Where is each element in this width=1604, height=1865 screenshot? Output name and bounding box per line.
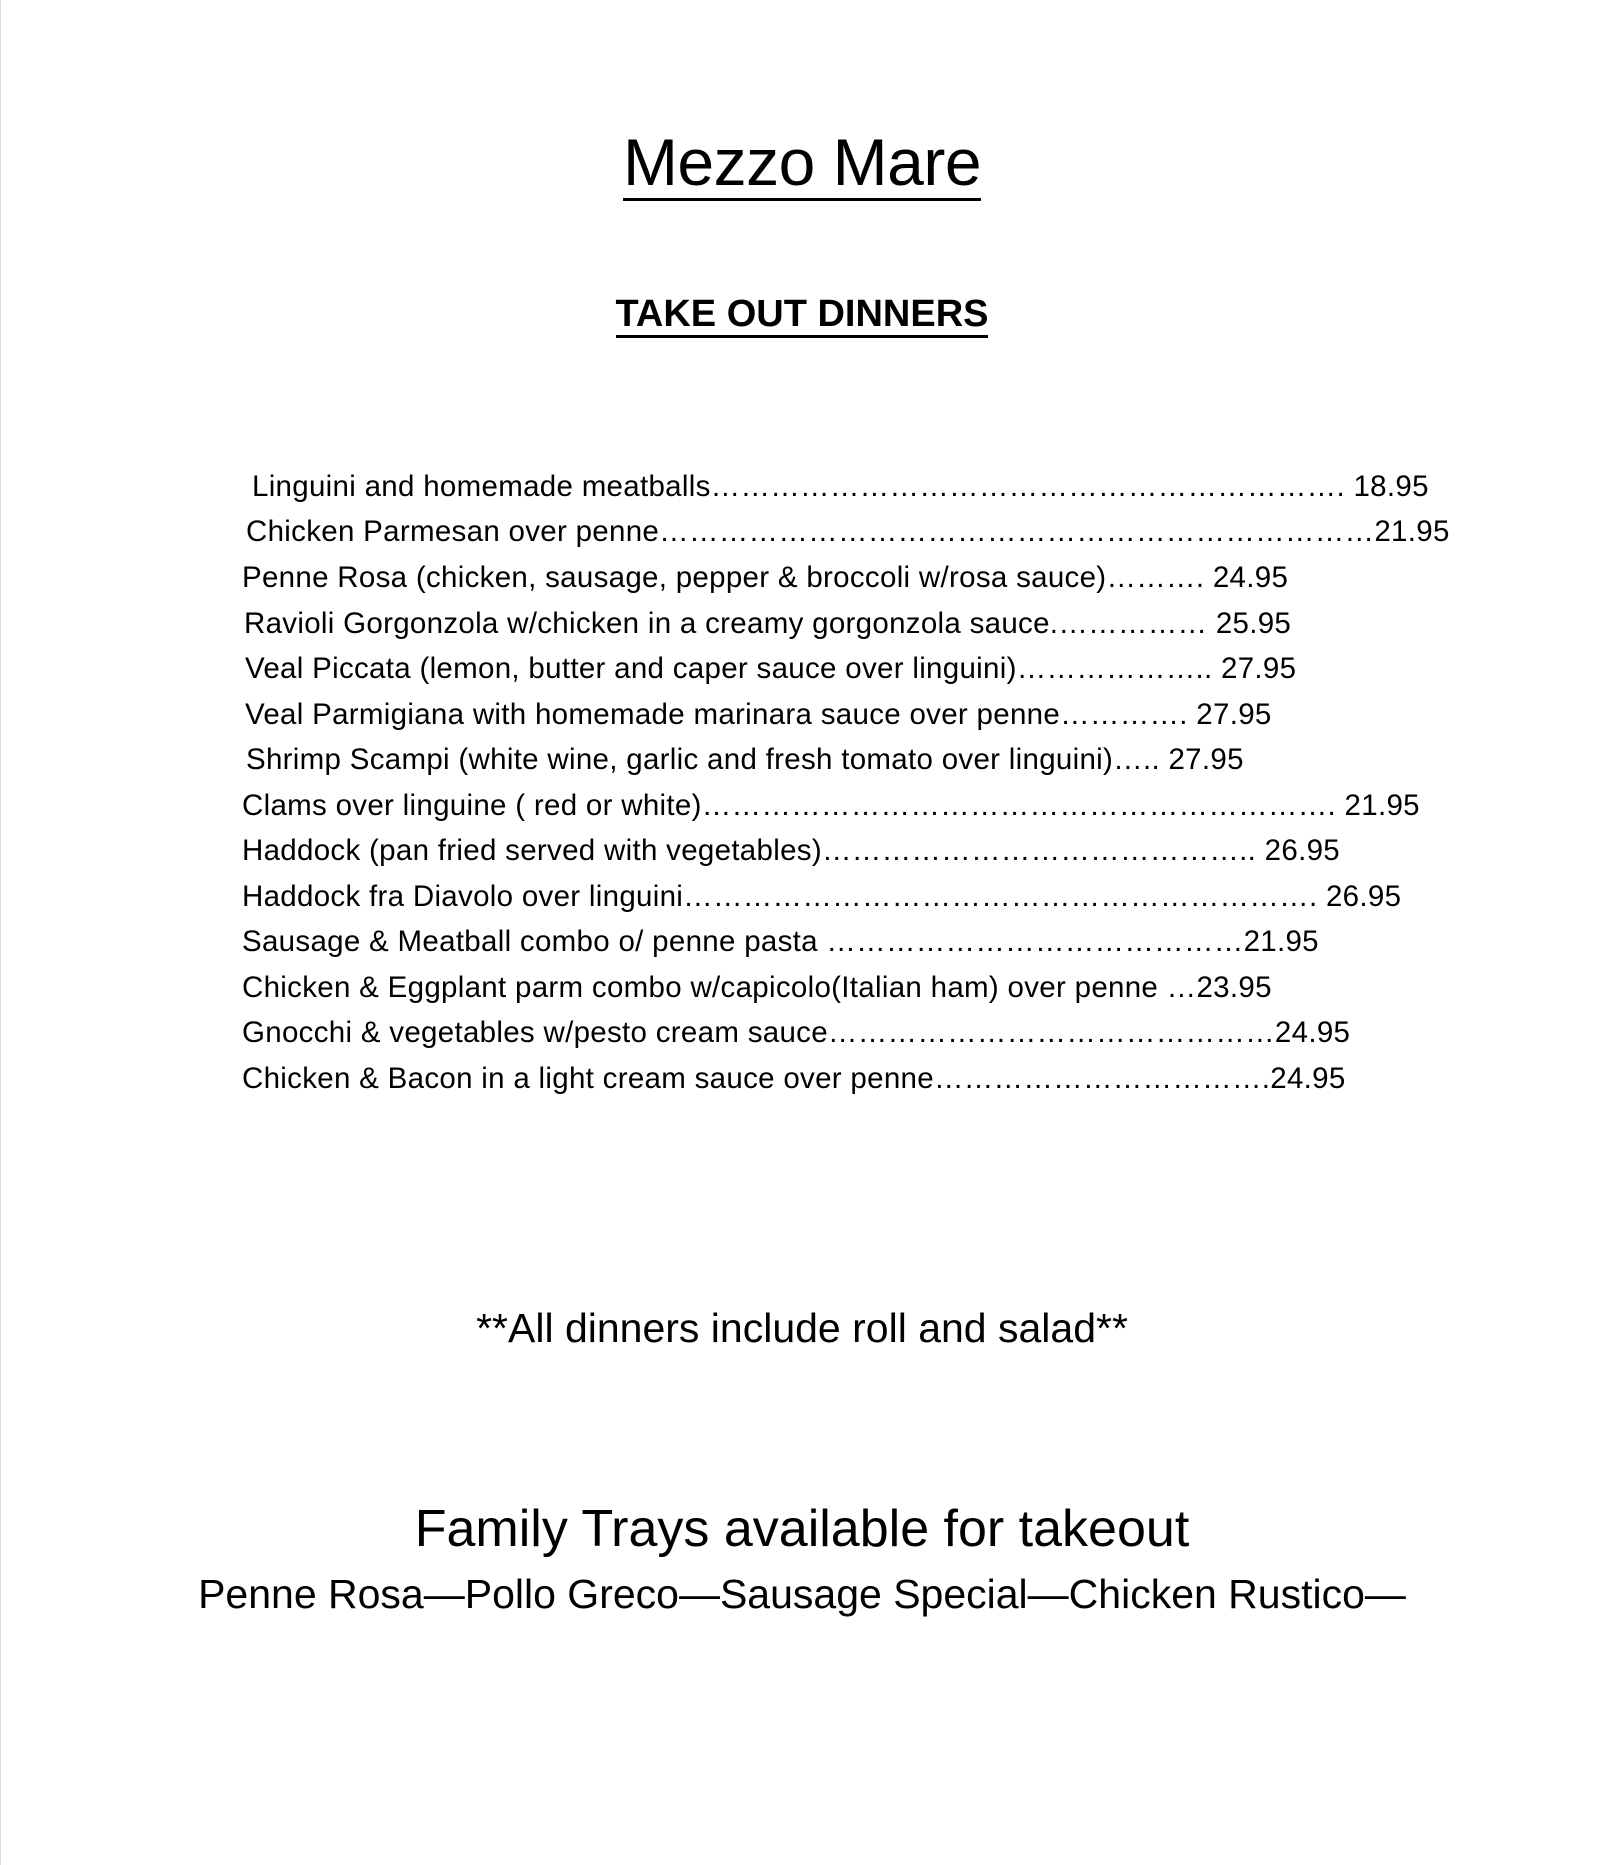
- menu-item: [245, 695, 1375, 735]
- menu-item: [246, 512, 1450, 552]
- dot-leader: …..: [1113, 743, 1169, 776]
- dot-leader: ……………………………………..: [821, 834, 1265, 867]
- menu-item-name: Haddock (pan fried served with vegetables): [242, 834, 822, 867]
- menu-item: [242, 922, 1362, 962]
- menu-item-price: 25.95: [1215, 607, 1292, 640]
- section-title-text: TAKE OUT DINNERS: [616, 294, 989, 338]
- dinner-includes-note: **All dinners include roll and salad**: [476, 1305, 1128, 1351]
- menu-item: [242, 1059, 1382, 1099]
- menu-item-price: 23.95: [1196, 971, 1272, 1004]
- menu-item-name: Haddock fra Diavolo over linguini: [242, 880, 684, 913]
- menu-item: [242, 1013, 1382, 1053]
- menu-item-price: 27.95: [1221, 652, 1297, 685]
- menu-item: [246, 740, 1376, 780]
- dot-leader: ……………: [1058, 607, 1216, 640]
- menu-item-price: 18.95: [1353, 470, 1429, 503]
- menu-item-name: Clams over linguine ( red or white): [242, 789, 702, 822]
- menu-item: [242, 786, 1420, 826]
- menu-item-name: Veal Piccata (lemon, butter and caper sauce over linguini): [245, 652, 1017, 685]
- menu-item-price: 24.95: [1270, 1062, 1346, 1095]
- menu-item-price: 27.95: [1168, 743, 1244, 776]
- family-trays-heading: Family Trays available for takeout: [414, 1500, 1190, 1558]
- dot-leader: …………………………….: [933, 1062, 1271, 1095]
- dot-leader: ………………..: [1016, 652, 1222, 685]
- dot-leader: ……….: [1106, 561, 1213, 594]
- menu-item-name: Gnocchi & vegetables w/pesto cream sauce: [242, 1016, 828, 1049]
- dot-leader: ……………………………………………………….: [683, 880, 1326, 913]
- dot-leader: …: [1166, 971, 1197, 1004]
- restaurant-name-text: Mezzo Mare: [622, 125, 982, 199]
- menu-item-price: 24.95: [1274, 1016, 1351, 1049]
- menu-item-name: Linguini and homemade meatballs: [252, 470, 711, 503]
- menu-item-name: Chicken & Bacon in a light cream sauce over penne: [242, 1062, 934, 1095]
- menu-item-price: 21.95: [1243, 925, 1319, 958]
- menu-item: [242, 558, 1372, 598]
- family-trays-list: Penne Rosa—Pollo Greco—Sausage Special—Chicken Rustico—: [198, 1571, 1406, 1617]
- menu-item-name: Chicken Parmesan over penne: [246, 515, 660, 548]
- dot-leader: ………….: [1060, 698, 1197, 731]
- menu-item-name: Veal Parmigiana with homemade marinara sauce over penne: [245, 698, 1061, 731]
- menu-item-name: Shrimp Scampi (white wine, garlic and fresh tomato over linguini): [246, 743, 1114, 776]
- dot-leader: ………………………………………: [827, 1016, 1275, 1049]
- menu-item-price: 24.95: [1212, 561, 1289, 594]
- dot-leader: ………………………………………………………………: [659, 515, 1375, 548]
- dot-leader: ……………………………………: [826, 925, 1244, 958]
- dot-leader: ……………………………………………………….: [701, 789, 1345, 822]
- menu-item: [244, 604, 1374, 644]
- menu-item: [242, 877, 1402, 917]
- menu-item-name: Penne Rosa (chicken, sausage, pepper & broccoli w/rosa sauce): [242, 561, 1107, 594]
- dot-leader: ……………………………………………………….: [710, 470, 1354, 503]
- menu-item: [242, 831, 1362, 871]
- menu-item-price: 27.95: [1196, 698, 1272, 731]
- menu-item-price: 26.95: [1325, 880, 1402, 913]
- menu-item-price: 21.95: [1374, 515, 1450, 548]
- menu-item-name: Sausage & Meatball combo o/ penne pasta: [242, 925, 827, 958]
- menu-item: [252, 467, 1429, 507]
- menu-item-price: 26.95: [1264, 834, 1340, 867]
- menu-item-name: Chicken & Eggplant parm combo w/capicolo(Italian ham) over penne: [242, 971, 1167, 1004]
- menu-item-price: 21.95: [1344, 789, 1420, 822]
- menu-item-name: Ravioli Gorgonzola w/chicken in a creamy gorgonzola sauce.: [244, 607, 1059, 640]
- menu-item: [242, 968, 1382, 1008]
- menu-item: [245, 649, 1375, 689]
